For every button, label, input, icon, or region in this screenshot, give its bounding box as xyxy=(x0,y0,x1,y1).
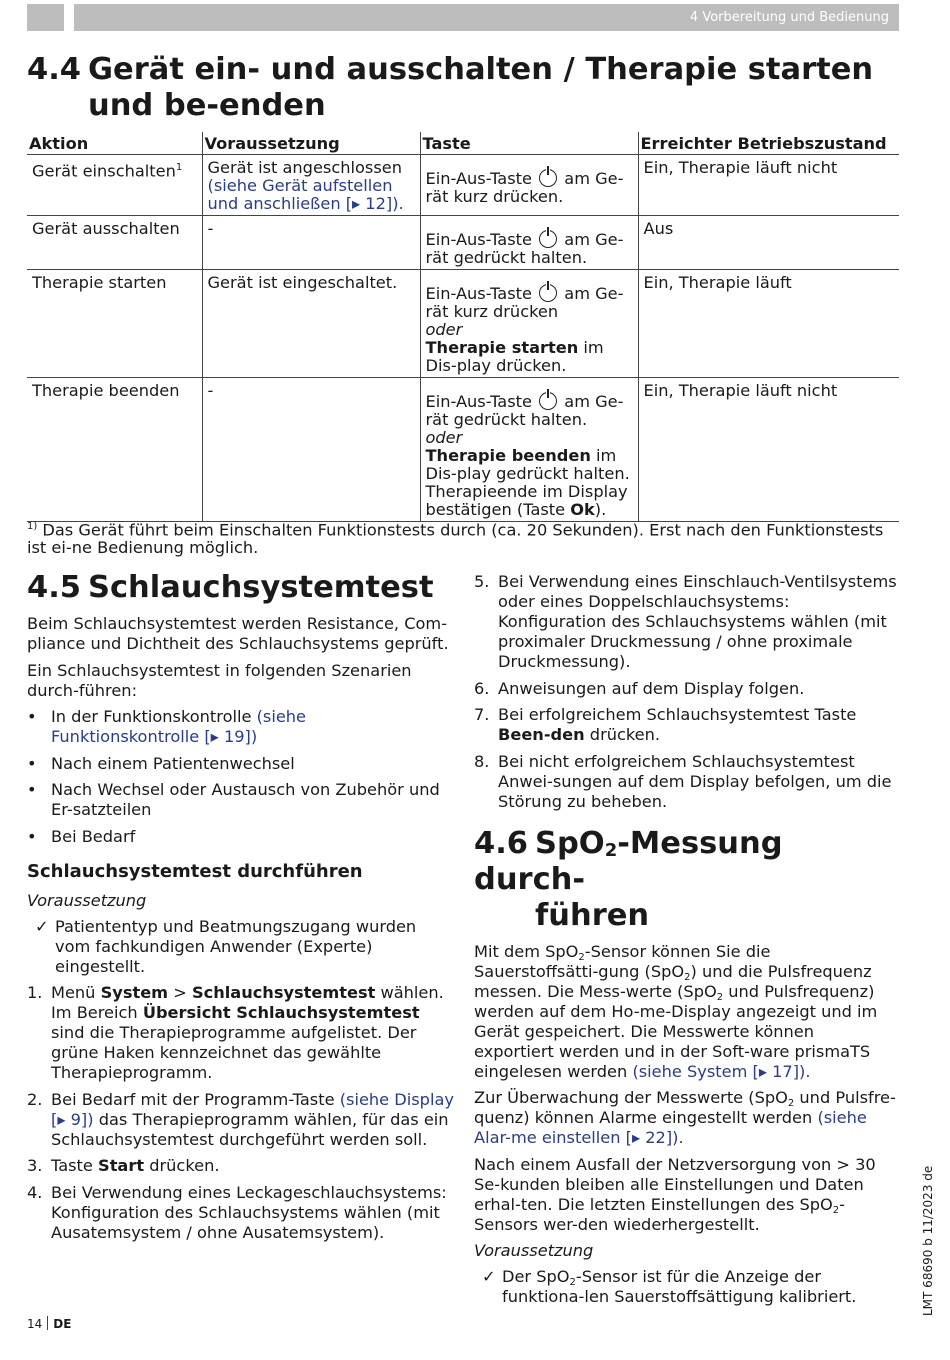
section-number: 4.4 xyxy=(27,52,82,87)
cell-zustand: Aus xyxy=(638,216,899,270)
cell-voraussetzung: Gerät ist eingeschaltet. xyxy=(202,270,420,378)
page-footer xyxy=(27,1316,71,1331)
col-header-taste: Taste xyxy=(420,132,638,155)
link-display[interactable]: (siehe Display [▸ 9]) xyxy=(51,1089,454,1129)
language-code: DE xyxy=(53,1317,72,1331)
power-icon xyxy=(539,230,557,248)
link-funktionskontrolle[interactable]: (siehe Funktionskontrolle [▸ 19]) xyxy=(51,707,307,746)
scenario-list xyxy=(27,707,455,847)
header-bar-left xyxy=(27,4,64,31)
list-item: • Bei Bedarf xyxy=(27,827,455,847)
cell-aktion: Therapie starten xyxy=(27,270,202,378)
cell-aktion: Therapie beenden xyxy=(27,378,202,522)
cell-taste: Ein-Aus-Taste am Ge-rät kurz drücken oder Therapie starten im Dis-play drücken. xyxy=(420,270,638,378)
step-item: 7. Bei erfolgreichem Schlauchsystemtest Taste Been-den drücken. xyxy=(474,705,857,744)
table-row xyxy=(27,270,899,378)
section-title-text: Gerät ein- und ausschalten / Therapie starten und be-enden xyxy=(88,52,874,123)
step-item: 1. Menü System > Schlauchsystemtest wählen. Im Bereich Übersicht Schlauchsystemtest sind die Therapieprogramme aufgelistet. Der grüne Haken kennzeichnet das gewählte Therapieprogramm. xyxy=(27,983,444,1082)
paragraph: Beim Schlauchsystemtest werden Resistance, Com-pliance und Dichtheit des Schlauchsystems geprüft. xyxy=(27,614,449,653)
power-icon xyxy=(539,284,557,302)
col-header-aktion: Aktion xyxy=(27,132,202,155)
link-geraet-aufstellen[interactable]: (siehe Gerät aufstellen und anschließen [▸ 12]). xyxy=(207,176,404,213)
document-number: LMT 68690 b 11/2023 de xyxy=(921,1165,935,1316)
list-item: • In der Funktionskontrolle (siehe Funktionskontrolle [▸ 19]) xyxy=(27,707,455,747)
cell-zustand: Ein, Therapie läuft nicht xyxy=(638,378,899,522)
cell-zustand: Ein, Therapie läuft nicht xyxy=(638,155,899,216)
link-alarme-einstellen[interactable]: (siehe Alar-me einstellen [▸ 22]). xyxy=(474,1108,867,1147)
cell-voraussetzung: - xyxy=(202,216,420,270)
steps-list-continued xyxy=(474,572,899,812)
footnote-ref: 1 xyxy=(175,162,183,173)
steps-list xyxy=(27,983,455,1243)
col-header-zustand: Erreichter Betriebszustand xyxy=(638,132,899,155)
section-4-5-title: 4.5 Schlauchsystemtest xyxy=(27,570,434,605)
prerequisite-label: Voraussetzung xyxy=(27,890,147,910)
cell-taste: Ein-Aus-Taste am Ge-rät gedrückt halten. oder Therapie beenden im Dis-play gedrückt halten. Therapieende im Display bestätigen (Taste Ok). xyxy=(420,378,638,522)
cell-aktion: Gerät einschalten$^1$ xyxy=(27,155,202,216)
paragraph: Ein Schlauchsystemtest in folgenden Szenarien durch-führen: xyxy=(27,660,412,700)
table-row xyxy=(27,216,899,270)
table-row xyxy=(27,155,899,216)
table-header-row xyxy=(27,132,899,155)
paragraph: Mit dem SpO$_2$-Sensor können Sie die Sauerstoffsätti-gung (SpO$_2$) und die Pulsfrequenz messen. Die Mess-werte (SpO$_2$ und Pulsfrequenz) werden auf dem Ho-me-Display angezeigt und im Gerät gespeichert. Die Messwerte können exportiert werden und in der Soft-ware prismaTS eingelesen werden (siehe System [▸ 17]). xyxy=(474,941,878,1081)
step-item: 5. Bei Verwendung eines Einschlauch-Ventilsystems oder eines Doppelschlauchsystems: Konfiguration des Schlauchsystems wählen (mit proximaler Druckmessung / ohne proximale Druckmessung). xyxy=(474,572,897,671)
cell-voraussetzung: Gerät ist angeschlossen (siehe Gerät aufstellen und anschließen [▸ 12]). xyxy=(202,155,420,216)
power-icon xyxy=(539,392,557,410)
cell-taste: Ein-Aus-Taste am Ge-rät gedrückt halten. xyxy=(420,216,638,270)
chapter-header: 4 Vorbereitung und Bedienung xyxy=(74,4,899,31)
prerequisite-item: ✓ Der SpO$_2$-Sensor ist für die Anzeige der funktiona-len Sauerstoffsättigung kalibriert. xyxy=(482,1267,857,1306)
right-column xyxy=(474,570,899,1314)
step-item: 4. Bei Verwendung eines Leckageschlauchsystems: Konfiguration des Schlauchsystems wählen (mit Ausatemsystem / ohne Ausatemsystem). xyxy=(27,1182,447,1242)
cell-aktion: Gerät ausschalten xyxy=(27,216,202,270)
cell-zustand: Ein, Therapie läuft xyxy=(638,270,899,378)
paragraph: Zur Überwachung der Messwerte (SpO$_2$ und Pulsfre-quenz) können Alarme eingestellt werden (siehe Alar-me einstellen [▸ 22]). xyxy=(474,1088,896,1147)
step-item: 2. Bei Bedarf mit der Programm-Taste (siehe Display [▸ 9]) das Therapieprogramm wählen, für das ein Schlauchsystemtest durchgeführt werden soll. xyxy=(27,1089,454,1149)
table-footnote: $^{1)}$ Das Gerät führt beim Einschalten Funktionstests durch (ca. 20 Sekunden). Erst nach den Funktionstests ist ei-ne Bedienung möglich. xyxy=(27,520,884,558)
section-4-4-title xyxy=(27,52,907,124)
footer-divider xyxy=(47,1316,48,1330)
prerequisite-item: ✓ Patiententyp und Beatmungszugang wurden vom fachkundigen Anwender (Experte) eingestellt. xyxy=(35,916,417,976)
paragraph: Nach einem Ausfall der Netzversorgung von > 30 Se-kunden bleiben alle Einstellungen und Daten erhal-ten. Die letzten Einstellungen des SpO$_2$-Sensors wer-den wiederhergestellt. xyxy=(474,1154,876,1234)
power-icon xyxy=(539,169,557,187)
list-item: • Nach einem Patientenwechsel xyxy=(27,754,455,774)
prerequisite-label: Voraussetzung xyxy=(474,1241,594,1260)
step-item: 8. Bei nicht erfolgreichem Schlauchsystemtest Anwei-sungen auf dem Display befolgen, um die Störung zu beheben. xyxy=(474,751,892,811)
action-table xyxy=(27,132,899,522)
table-row xyxy=(27,378,899,522)
subsection-title: Schlauchsystemtest durchführen xyxy=(27,860,363,882)
col-header-voraussetzung: Voraussetzung xyxy=(202,132,420,155)
check-icon: ✓ xyxy=(482,1267,496,1286)
page-number: 14 xyxy=(27,1317,43,1331)
left-column xyxy=(27,570,455,1249)
cell-taste: Ein-Aus-Taste am Ge-rät kurz drücken. xyxy=(420,155,638,216)
list-item: • Nach Wechsel oder Austausch von Zubehör und Er-satzteilen xyxy=(27,780,455,820)
step-item: 6. Anweisungen auf dem Display folgen. xyxy=(474,678,805,698)
step-item: 3. Taste Start drücken. xyxy=(27,1156,220,1175)
check-icon: ✓ xyxy=(35,916,49,936)
link-system[interactable]: (siehe System [▸ 17]). xyxy=(632,1061,811,1081)
section-4-6-title: 4.6 SpO$_2$-Messung durch- führen xyxy=(474,825,783,933)
cell-voraussetzung: - xyxy=(202,378,420,522)
